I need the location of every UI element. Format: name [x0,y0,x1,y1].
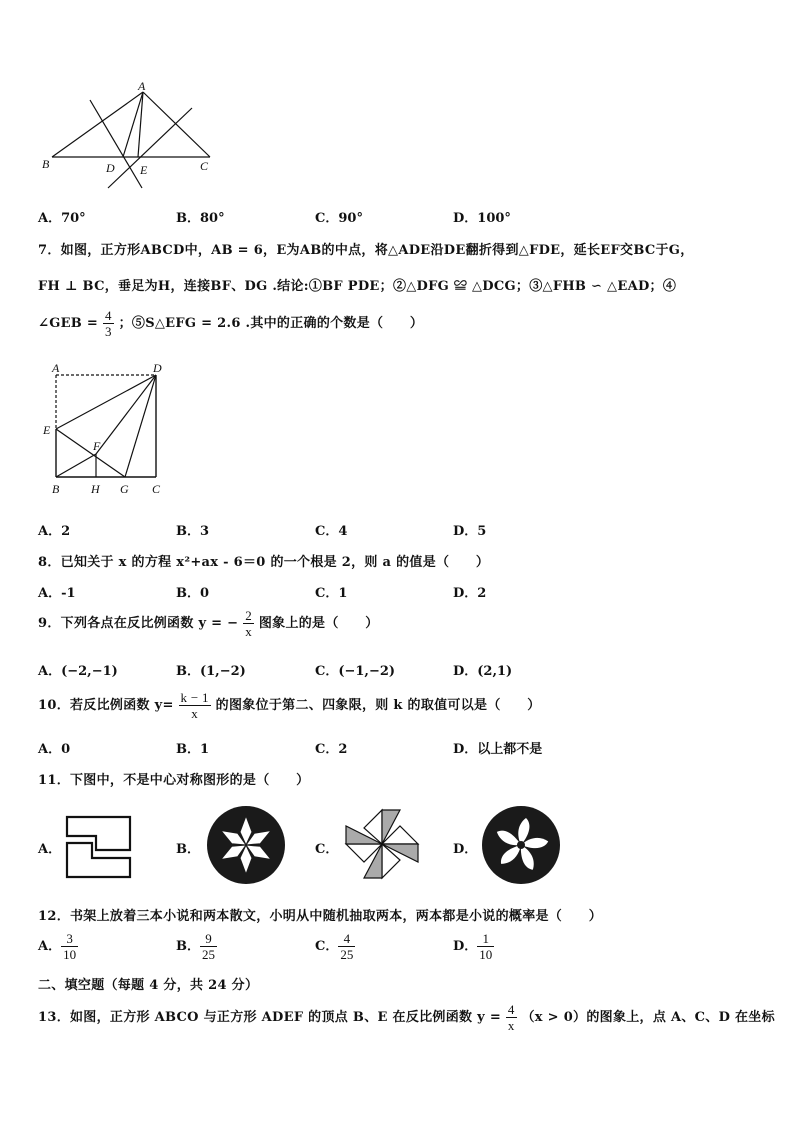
shape-a-top [67,817,130,850]
perpendicular-bisector-1 [90,100,142,188]
q12-option-c [315,931,355,962]
q10-option-d: D．以上都不是 [453,742,543,757]
shape-a-bottom [67,843,130,877]
label-a: A [138,80,146,93]
q10-frac-num: k − 1 [180,690,209,705]
q12-d-num: 1 [477,931,494,947]
q9-stem [38,608,379,639]
q12-option-a-label: A． [38,939,62,954]
q9-fraction [243,608,254,639]
q7-line3-rest: ；⑤S△EFG = 2.6 .其中的正确的个数是（ ） [118,316,424,331]
q7-stem-line3 [38,308,423,339]
q12-stem: 12．书架上放着三本小说和两本散文，小明从中随机抽取两本，两本都是小说的概率是（ ） [38,909,602,924]
q10-fraction [179,690,211,721]
q10-stem [38,690,541,721]
q9-option-c: C．(−1,−2) [315,664,396,679]
q13-stem-post: （x > 0）的图象上，点 A、C、D 在坐标 [521,1010,775,1025]
q11-figure-c [342,806,422,882]
q12-option-d-label: D． [453,939,478,954]
q6-option-d: D．100° [453,211,511,226]
q10-stem-post: 的图象位于第二、四象限，则 k 的取值可以是（ ） [215,698,541,713]
q11-figure-a [64,814,134,880]
segment-ed [56,375,156,429]
label-g: G [120,482,129,496]
q11-option-d: D． [453,842,478,857]
label-a: A [52,361,60,375]
perpendicular-bisector-2 [108,108,192,188]
segment-bf [56,454,96,477]
q13-frac-den: x [507,1018,515,1033]
label-h: H [91,482,100,496]
q7-option-d: D．5 [453,524,487,539]
label-b: B [52,482,60,496]
segment-ab [52,92,143,157]
label-d: D [153,361,162,375]
q9-stem-pre: 9．下列各点在反比例函数 y = − [38,616,239,631]
q12-b-num: 9 [200,931,217,947]
q7-option-c: C．4 [315,524,348,539]
q12-c-num: 4 [338,931,355,947]
q10-frac-den: x [191,706,199,721]
label-c: C [152,482,161,496]
q7-angle-text: ∠GEB = [38,316,99,331]
q12-option-d [453,931,494,962]
q10-option-c: C．2 [315,742,348,757]
q11-figure-d [480,804,562,886]
q9-frac-den: x [245,624,253,639]
q11-stem: 11．下图中，不是中心对称图形的是（ ） [38,773,310,788]
q12-a-num: 3 [61,931,78,947]
label-d: D [106,161,115,175]
segment-ac [143,92,210,157]
q12-a-den: 10 [63,947,77,962]
q7-frac-den: 3 [104,324,112,339]
q11-option-b: B． [176,842,200,857]
label-f: F [93,439,101,453]
q7-stem-line1: 7．如图，正方形ABCD中，AB = 6，E为AB的中点，将△ADE沿DE翻折得到△FDE，延长EF交BC于G， [38,243,694,258]
q7-option-b: B．3 [176,524,210,539]
segment-eg [56,429,125,477]
q13-frac-num: 4 [507,1002,515,1017]
q9-option-b: B．(1,−2) [176,664,246,679]
q8-option-c: C．1 [315,586,348,601]
section-2-title: 二、填空题（每题 4 分，共 24 分） [38,978,259,993]
q11-figure-b [205,804,287,886]
q12-option-c-label: C． [315,939,339,954]
segment-dg [125,375,156,477]
q12-option-b [176,931,217,962]
q12-d-den: 10 [479,947,493,962]
q9-frac-num: 2 [245,608,253,623]
q12-b-den: 25 [202,947,215,962]
q7-option-a: A．2 [38,524,71,539]
q7-stem-line2: FH ⊥ BC，垂足为H，连接BF、DG .结论:①BF PDE；②△DFG ≌ △DCG；③△FHB ∽ △EAD；④ [38,279,677,294]
q11-option-a: A． [38,842,62,857]
q6-option-b: B．80° [176,211,225,226]
q6-option-a: A．70° [38,211,86,226]
q6-option-c: C．90° [315,211,363,226]
q7-square-figure [40,360,180,500]
q13-stem-pre: 13．如图，正方形 ABCO 与正方形 ADEF 的顶点 B、E 在反比例函数 y = [38,1010,502,1025]
q13-stem [38,1002,775,1033]
q12-option-b-label: B． [176,939,200,954]
q9-option-a: A．(−2,−1) [38,664,118,679]
q7-fraction [103,308,114,339]
q9-option-d: D．(2,1) [453,664,513,679]
q12-option-a [38,931,78,962]
segment-df [96,375,156,454]
q10-stem-pre: 10．若反比例函数 y= [38,698,174,713]
q11-option-c: C． [315,842,339,857]
label-e: E [43,423,51,437]
q6-triangle-figure [40,80,230,190]
q9-stem-post: 图象上的是（ ） [258,616,379,631]
q8-stem: 8．已知关于 x 的方程 x²+ax - 6＝0 的一个根是 2，则 a 的值是（ ） [38,555,490,570]
label-e: E [140,163,148,177]
q8-option-a: A．-1 [38,586,76,601]
label-b: B [42,157,50,171]
q12-c-den: 25 [340,947,354,962]
q8-option-d: D．2 [453,586,487,601]
q10-option-b: B．1 [176,742,210,757]
label-c: C [200,159,209,173]
q13-fraction [506,1002,517,1033]
q7-frac-num: 4 [104,308,112,323]
q10-option-a: A．0 [38,742,71,757]
q8-option-b: B．0 [176,586,210,601]
